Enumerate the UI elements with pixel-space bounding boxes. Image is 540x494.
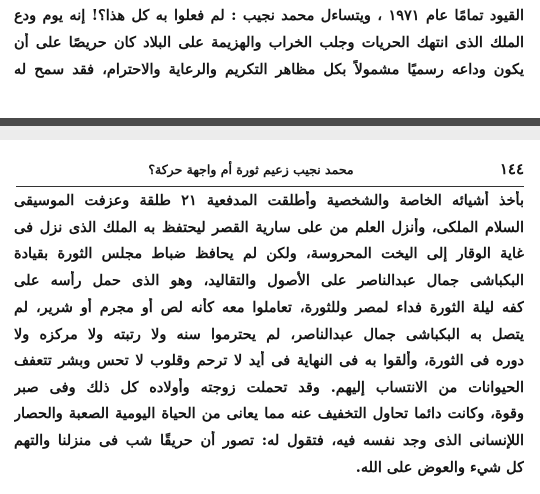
- body-line: السلام الملكى، وأنزل العلم من على سارية القصر ليحتفظ به الملك الذى نزل فى: [14, 219, 524, 236]
- previous-page-line: الملك الذى انتهك الحريات وجلب الخراب والهزيمة على البلاد كان حريصًا على أن: [14, 34, 524, 51]
- body-line: كفه ليلة الثورة فداء لمصر وللثورة، تعاملوا معه كأنه لص أو مجرم أو شرير، لم: [14, 299, 524, 316]
- previous-page-line: القيود تمامًا عام ١٩٧١ ، ويتساءل محمد نجيب : لم فعلوا به كل هذا؟! إنه يوم ودع: [14, 7, 524, 24]
- previous-page-fragment: [0, 0, 540, 118]
- body-line: الحيوانات من الانتساب إليهم. وقد تحملت زوجته وأولاده كل ذلك وفى صبر: [14, 379, 524, 396]
- page-number: ١٤٤: [499, 160, 524, 178]
- body-line: كل شيء والعوض على الله.: [355, 459, 524, 476]
- body-line: البكباشى جمال عبدالناصر على الأصول والتقاليد، وهو الذى حمل رأسه على: [14, 272, 524, 289]
- body-line: يتصل به البكباشى جمال عبدالناصر، لم يحترموا سنه ولا رتبته ولا مركزه ولا: [14, 326, 524, 343]
- page-divider: [0, 118, 540, 126]
- previous-page-line: يكون وداعه رسميًا مشمولاً بكل مظاهر التكريم والرعاية والاحترام، فقد سمح له: [14, 61, 524, 78]
- body-line: غاية الوقار إلى اليخت المحروسة، ولكن لم يحافظ ضباط مجلس الثورة بقيادة: [14, 245, 524, 262]
- header-rule: [16, 186, 524, 187]
- body-line: اللإنسانى الذى وجد نفسه فيه، فتقول له: تصور أن حريقًا شب فى منزلنا والتهم: [14, 432, 524, 449]
- page-header: [16, 160, 524, 180]
- body-line: بأخذ أشيائه الخاصة والشخصية وأطلقت المدفعية ٢١ طلقة وعزفت الموسيقى: [14, 192, 524, 209]
- body-line: دوره فى الثورة، وألقوا به فى النهاية فى أيد لا ترحم وقلوب لا تحس وبشر تتعفف: [14, 352, 524, 369]
- body-line: وقوة، وكانت دائما تحاول التخفيف عنه مما يعانى من الحياة اليومية الصعبة والحصار: [14, 405, 524, 422]
- book-page: [0, 140, 540, 494]
- running-head: محمد نجيب زعيم ثورة أم واجهة حركة؟: [148, 162, 354, 177]
